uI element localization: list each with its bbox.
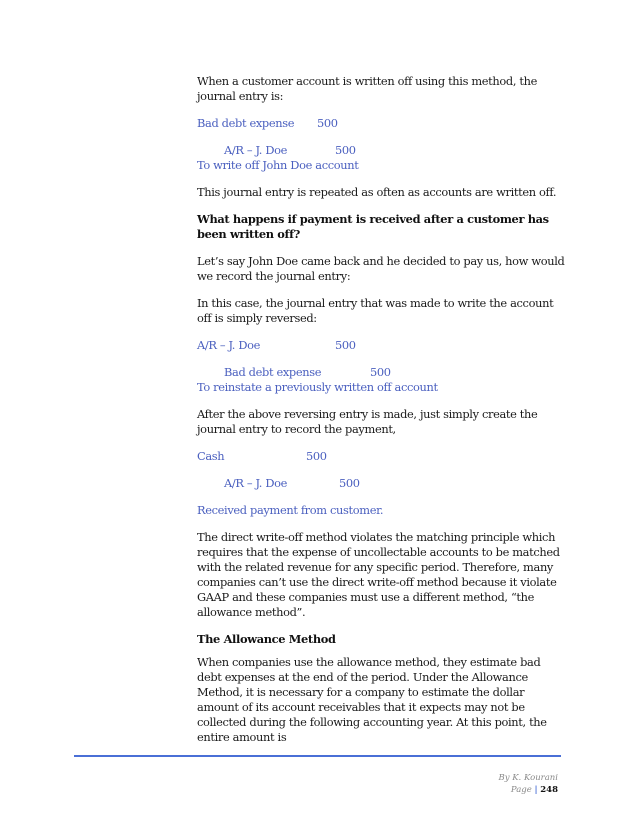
entry-amount: 500 <box>335 143 356 157</box>
entry-account: A/R – J. Doe <box>224 476 288 490</box>
paragraph: When a customer account is written off using this method, the journal entry is: <box>197 74 537 103</box>
entry-account: Bad debt expense <box>224 365 322 379</box>
entry-memo: To reinstate a previously written off account <box>197 380 438 394</box>
paragraph: In this case, the journal entry that was made to write the account off is simply reversed: <box>197 296 554 325</box>
entry-account: Cash <box>197 449 225 463</box>
footer-author: By K. Kourani <box>498 773 558 783</box>
entry-line <box>197 143 567 158</box>
page-separator: | <box>534 785 538 795</box>
entry-line <box>197 449 567 464</box>
entry-amount: 500 <box>306 449 327 463</box>
paragraph: Let’s say John Doe came back and he decided to pay us, how would we record the journal entry: <box>197 254 565 283</box>
page-label: Page <box>510 785 532 795</box>
journal-entry-payment <box>197 449 567 518</box>
entry-line <box>197 338 567 353</box>
journal-entry-reinstate <box>197 338 567 395</box>
page-body <box>197 74 567 745</box>
paragraph: The direct write-off method violates the matching principle which requires that the expense of uncollectable accounts to be matched with the related revenue for any specific period. Therefore, many companies can’t use the direct write-off method because it violate GAAP and these companies must use a different method, “the allowance method”. <box>197 530 560 619</box>
entry-line <box>197 476 567 491</box>
entry-amount: 500 <box>317 116 338 130</box>
paragraph: This journal entry is repeated as often as accounts are written off. <box>197 185 557 199</box>
entry-amount: 500 <box>339 476 360 490</box>
entry-amount: 500 <box>335 338 356 352</box>
page-footer <box>498 772 558 796</box>
section-question-heading: What happens if payment is received after a customer has been written off? <box>197 212 549 241</box>
entry-account: A/R – J. Doe <box>197 338 261 352</box>
page-number: 248 <box>540 785 558 795</box>
entry-account: A/R – J. Doe <box>224 143 288 157</box>
footer-divider <box>74 755 561 757</box>
section-heading: The Allowance Method <box>197 632 336 646</box>
entry-account: Bad debt expense <box>197 116 295 130</box>
entry-line <box>197 365 567 380</box>
entry-amount: 500 <box>370 365 391 379</box>
paragraph: When companies use the allowance method, they estimate bad debt expenses at the end of the period. Under the Allowance Method, it is necessary for a company to estimate the dollar amount of its account receivables that it expects may not be collected during the following accounting year. At this point, the entire amount is <box>197 655 547 744</box>
entry-line <box>197 116 567 131</box>
entry-memo: To write off John Doe account <box>197 158 359 172</box>
journal-entry-write-off <box>197 116 567 173</box>
footer-page <box>498 784 558 796</box>
paragraph: After the above reversing entry is made, just simply create the journal entry to record the payment, <box>197 407 538 436</box>
entry-memo: Received payment from customer. <box>197 503 384 517</box>
